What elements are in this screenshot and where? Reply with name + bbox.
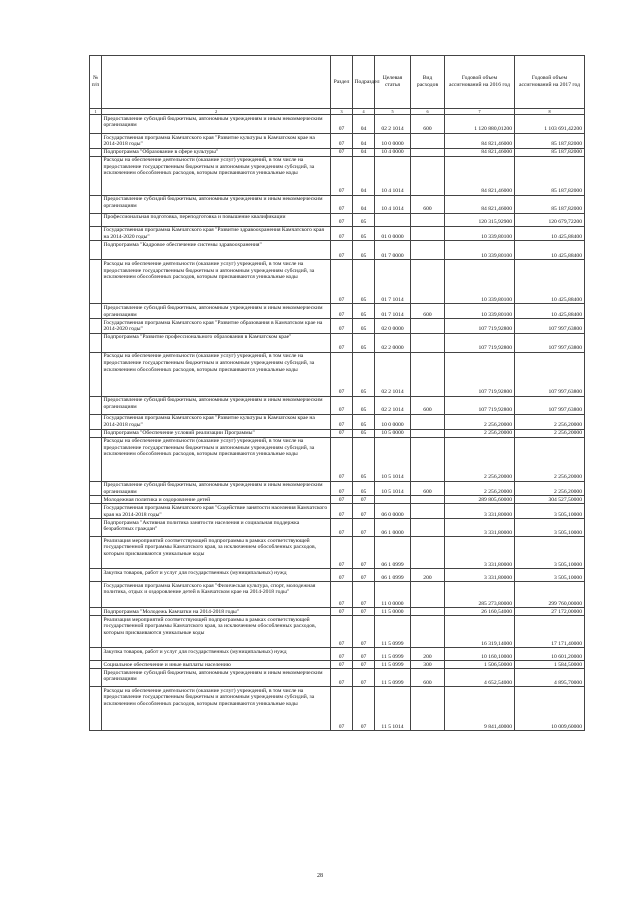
- row-name: Расходы на обеспечение деятельности (оказание услуг) учреждений, в том числе на предоставление государственным бюджетным и автономным учреждениям субсидий, за исключением обособленных расходов, которым присваиваются уникальные коды: [102, 437, 331, 481]
- row-sum-2016: 107 719,92800: [445, 396, 515, 414]
- row-sum-2017: 3 505,10000: [515, 519, 585, 537]
- table-row: [90, 414, 585, 429]
- row-num-cell: [90, 648, 102, 661]
- row-podrazdel: 07: [353, 616, 375, 648]
- row-statya: 02 2 0000: [375, 333, 411, 352]
- row-podrazdel: 07: [353, 537, 375, 569]
- row-num-cell: [90, 156, 102, 195]
- row-sum-2016: 4 652,54000: [445, 669, 515, 687]
- table-row: [90, 437, 585, 481]
- table-row: [90, 195, 585, 213]
- row-razdel: 07: [331, 213, 353, 226]
- row-sum-2017: 107 997,63800: [515, 333, 585, 352]
- row-podrazdel: 04: [353, 148, 375, 156]
- row-name: Закупка товаров, работ и услуг для государственных (муниципальных) нужд: [102, 648, 331, 661]
- row-name: Подпрограмма "Молодежь Камчатки на 2014-2018 годы": [102, 608, 331, 616]
- row-vid: [411, 319, 445, 334]
- row-statya: 06 1 0999: [375, 537, 411, 569]
- header-num: № п/п: [90, 56, 102, 109]
- table-row: [90, 669, 585, 687]
- row-sum-2017: 17 171,40000: [515, 616, 585, 648]
- row-num-cell: [90, 437, 102, 481]
- row-sum-2016: 84 821,46000: [445, 156, 515, 195]
- row-statya: 01 7 1014: [375, 304, 411, 319]
- row-num-cell: [90, 537, 102, 569]
- row-num-cell: [90, 519, 102, 537]
- row-sum-2016: 10 339,80100: [445, 241, 515, 260]
- table-row: [90, 481, 585, 496]
- row-num-cell: [90, 496, 102, 504]
- row-razdel: 07: [331, 496, 353, 504]
- budget-table: [89, 55, 585, 731]
- row-podrazdel: 07: [353, 687, 375, 731]
- row-statya: 10 5 0000: [375, 429, 411, 437]
- column-index: 1: [90, 109, 102, 115]
- row-name: Подпрограмма "Кадровое обеспечение системы здравоохранения": [102, 241, 331, 260]
- column-index: 5: [375, 109, 411, 115]
- row-vid: [411, 616, 445, 648]
- row-vid: [411, 537, 445, 569]
- row-vid: 600: [411, 304, 445, 319]
- row-sum-2017: 2 256,20000: [515, 414, 585, 429]
- row-statya: 10 4 0000: [375, 148, 411, 156]
- row-sum-2017: 3 505,10000: [515, 504, 585, 519]
- row-num-cell: [90, 195, 102, 213]
- table-row: [90, 226, 585, 241]
- row-vid: [411, 134, 445, 149]
- row-sum-2017: 10 425,88400: [515, 304, 585, 319]
- row-num-cell: [90, 319, 102, 334]
- row-name: Предоставление субсидий бюджетным, автономным учреждениям и иным некоммерческим организациям: [102, 195, 331, 213]
- row-sum-2016: 10 160,10000: [445, 648, 515, 661]
- table-row: [90, 661, 585, 669]
- row-statya: 02 2 1014: [375, 115, 411, 134]
- row-sum-2017: 10 425,88400: [515, 241, 585, 260]
- row-sum-2017: 2 256,20000: [515, 481, 585, 496]
- row-razdel: 07: [331, 352, 353, 396]
- row-razdel: 07: [331, 669, 353, 687]
- row-sum-2017: 2 256,20000: [515, 437, 585, 481]
- table-row: [90, 569, 585, 582]
- row-razdel: 07: [331, 537, 353, 569]
- row-statya: [375, 213, 411, 226]
- row-razdel: 07: [331, 156, 353, 195]
- row-sum-2016: 3 331,80000: [445, 519, 515, 537]
- row-sum-2017: 3 505,10000: [515, 569, 585, 582]
- row-razdel: 07: [331, 504, 353, 519]
- row-vid: [411, 241, 445, 260]
- row-num-cell: [90, 304, 102, 319]
- column-index: 4: [353, 109, 375, 115]
- row-razdel: 07: [331, 148, 353, 156]
- row-statya: 01 0 0000: [375, 226, 411, 241]
- row-name: Предоставление субсидий бюджетным, автономным учреждениям и иным некоммерческим организациям: [102, 396, 331, 414]
- row-name: Подпрограмма "Образование в сфере культуры": [102, 148, 331, 156]
- row-podrazdel: 07: [353, 608, 375, 616]
- row-statya: 11 5 0999: [375, 616, 411, 648]
- row-podrazdel: 05: [353, 396, 375, 414]
- row-num-cell: [90, 352, 102, 396]
- row-sum-2016: 26 160,54000: [445, 608, 515, 616]
- row-num-cell: [90, 333, 102, 352]
- row-sum-2016: 289 805,60000: [445, 496, 515, 504]
- row-sum-2016: 3 331,80000: [445, 537, 515, 569]
- row-sum-2017: 85 187,82000: [515, 195, 585, 213]
- row-vid: [411, 519, 445, 537]
- budget-document: [89, 55, 584, 731]
- row-razdel: 07: [331, 661, 353, 669]
- row-statya: 10 4 1014: [375, 195, 411, 213]
- row-sum-2017: 2 256,20000: [515, 429, 585, 437]
- row-razdel: 07: [331, 226, 353, 241]
- row-sum-2017: 107 997,63800: [515, 319, 585, 334]
- row-podrazdel: 07: [353, 504, 375, 519]
- row-sum-2016: 9 841,40000: [445, 687, 515, 731]
- row-podrazdel: 05: [353, 304, 375, 319]
- row-sum-2016: 107 719,92800: [445, 319, 515, 334]
- row-num-cell: [90, 687, 102, 731]
- table-body: [90, 115, 585, 731]
- table-row: [90, 115, 585, 134]
- row-name: Закупка товаров, работ и услуг для государственных (муниципальных) нужд: [102, 569, 331, 582]
- row-num-cell: [90, 608, 102, 616]
- row-razdel: 07: [331, 429, 353, 437]
- table-row: [90, 304, 585, 319]
- row-statya: 10 0 0000: [375, 414, 411, 429]
- row-statya: 02 2 1014: [375, 396, 411, 414]
- row-name: Расходы на обеспечение деятельности (оказание услуг) учреждений, в том числе на предоставление государственным бюджетным и автономным учреждениям субсидий, за исключением обособленных расходов, которым присваиваются уникальные коды: [102, 156, 331, 195]
- table-row: [90, 396, 585, 414]
- row-sum-2017: 120 679,72200: [515, 213, 585, 226]
- row-sum-2017: 107 997,63800: [515, 396, 585, 414]
- row-vid: [411, 352, 445, 396]
- row-vid: [411, 226, 445, 241]
- row-statya: 02 2 1014: [375, 352, 411, 396]
- row-podrazdel: 07: [353, 661, 375, 669]
- row-num-cell: [90, 241, 102, 260]
- row-razdel: 07: [331, 582, 353, 608]
- row-sum-2017: 3 505,10000: [515, 537, 585, 569]
- header-vid: Вид расходов: [411, 56, 445, 109]
- row-name: Предоставление субсидий бюджетным, автономным учреждениям и иным некоммерческим организациям: [102, 481, 331, 496]
- row-statya: 06 0 0000: [375, 504, 411, 519]
- row-num-cell: [90, 148, 102, 156]
- row-num-cell: [90, 616, 102, 648]
- row-num-cell: [90, 396, 102, 414]
- row-statya: 11 5 0999: [375, 669, 411, 687]
- row-razdel: 07: [331, 396, 353, 414]
- row-vid: [411, 213, 445, 226]
- row-vid: 200: [411, 648, 445, 661]
- row-vid: [411, 429, 445, 437]
- table-row: [90, 582, 585, 608]
- row-num-cell: [90, 429, 102, 437]
- row-sum-2017: 10 425,88400: [515, 260, 585, 304]
- column-index: 3: [331, 109, 353, 115]
- row-podrazdel: 07: [353, 582, 375, 608]
- row-vid: [411, 260, 445, 304]
- row-podrazdel: 05: [353, 213, 375, 226]
- row-podrazdel: 05: [353, 226, 375, 241]
- table-row: [90, 156, 585, 195]
- row-razdel: 07: [331, 481, 353, 496]
- row-sum-2016: 84 821,46000: [445, 148, 515, 156]
- row-podrazdel: 05: [353, 260, 375, 304]
- row-sum-2017: 27 172,00000: [515, 608, 585, 616]
- row-vid: [411, 582, 445, 608]
- row-name: Расходы на обеспечение деятельности (оказание услуг) учреждений, в том числе на предоставление государственным бюджетным и автономным учреждениям субсидий, за исключением обособленных расходов, которым присваиваются уникальные коды: [102, 260, 331, 304]
- row-name: Предоставление субсидий бюджетным, автономным учреждениям и иным некоммерческим организациям: [102, 115, 331, 134]
- row-statya: 11 0 0000: [375, 582, 411, 608]
- row-vid: [411, 414, 445, 429]
- row-podrazdel: 04: [353, 134, 375, 149]
- row-podrazdel: 05: [353, 241, 375, 260]
- row-vid: [411, 496, 445, 504]
- row-statya: 10 5 1014: [375, 437, 411, 481]
- row-sum-2016: 84 821,46000: [445, 134, 515, 149]
- table-row: [90, 148, 585, 156]
- row-sum-2017: 1 584,50000: [515, 661, 585, 669]
- row-podrazdel: 07: [353, 648, 375, 661]
- table-row: [90, 537, 585, 569]
- row-sum-2016: 3 331,80000: [445, 504, 515, 519]
- table-row: [90, 333, 585, 352]
- row-sum-2016: 10 339,80100: [445, 260, 515, 304]
- row-num-cell: [90, 504, 102, 519]
- row-num-cell: [90, 661, 102, 669]
- row-sum-2017: 85 187,82000: [515, 148, 585, 156]
- row-sum-2016: 2 256,20000: [445, 414, 515, 429]
- row-vid: [411, 333, 445, 352]
- row-sum-2017: 10 601,20000: [515, 648, 585, 661]
- row-razdel: 07: [331, 195, 353, 213]
- row-statya: 10 0 0000: [375, 134, 411, 149]
- row-razdel: 07: [331, 414, 353, 429]
- row-name: Реализация мероприятий соответствующей подпрограммы в рамках соответствующей государственной программы Камчатского края, за исключением обособленных расходов, которым присваиваются уникальные коды: [102, 537, 331, 569]
- row-vid: 200: [411, 569, 445, 582]
- row-vid: [411, 156, 445, 195]
- row-podrazdel: 05: [353, 429, 375, 437]
- column-index: 7: [445, 109, 515, 115]
- row-sum-2016: 120 315,92900: [445, 213, 515, 226]
- row-name: Социальное обеспечение и иные выплаты населению: [102, 661, 331, 669]
- row-name: Государственная программа Камчатского края "Развитие образования в Камчатском крае на 2014-2020 годы": [102, 319, 331, 334]
- row-sum-2016: 10 339,80100: [445, 304, 515, 319]
- column-index: 8: [515, 109, 585, 115]
- row-podrazdel: 07: [353, 519, 375, 537]
- row-num-cell: [90, 213, 102, 226]
- row-podrazdel: 05: [353, 333, 375, 352]
- row-sum-2017: 10 425,88400: [515, 226, 585, 241]
- row-sum-2016: 1 506,50000: [445, 661, 515, 669]
- row-razdel: 07: [331, 616, 353, 648]
- header-razdel: Раздел: [331, 56, 353, 109]
- row-vid: 600: [411, 115, 445, 134]
- row-statya: 01 7 1014: [375, 260, 411, 304]
- table-header-row: [90, 56, 585, 109]
- row-name: Подпрограмма "Обеспечение условий реализации Программы": [102, 429, 331, 437]
- row-sum-2016: 16 319,14000: [445, 616, 515, 648]
- row-podrazdel: 05: [353, 352, 375, 396]
- table-row: [90, 687, 585, 731]
- row-sum-2016: 107 719,92800: [445, 333, 515, 352]
- row-razdel: 07: [331, 437, 353, 481]
- table-row: [90, 616, 585, 648]
- row-sum-2016: 84 821,46000: [445, 195, 515, 213]
- row-podrazdel: 04: [353, 115, 375, 134]
- row-vid: [411, 687, 445, 731]
- row-name: Предоставление субсидий бюджетным, автономным учреждениям и иным некоммерческим организациям: [102, 304, 331, 319]
- row-statya: 11 5 0999: [375, 661, 411, 669]
- row-num-cell: [90, 115, 102, 134]
- row-sum-2017: 299 760,00000: [515, 582, 585, 608]
- row-podrazdel: 07: [353, 669, 375, 687]
- row-sum-2017: 304 527,50000: [515, 496, 585, 504]
- row-name: Предоставление субсидий бюджетным, автономным учреждениям и иным некоммерческим организациям: [102, 669, 331, 687]
- row-razdel: 07: [331, 569, 353, 582]
- table-row: [90, 608, 585, 616]
- row-razdel: 07: [331, 648, 353, 661]
- column-index: 2: [102, 109, 331, 115]
- row-sum-2016: 3 331,80000: [445, 569, 515, 582]
- row-podrazdel: 04: [353, 156, 375, 195]
- row-num-cell: [90, 569, 102, 582]
- row-sum-2016: 285 273,80000: [445, 582, 515, 608]
- row-sum-2016: 10 339,80100: [445, 226, 515, 241]
- table-row: [90, 241, 585, 260]
- row-name: Государственная программа Камчатского края "Развитие здравоохранения Камчатского края на 2014-2020 годы": [102, 226, 331, 241]
- row-name: Государственная программа Камчатского края "Содействие занятости населения Камчатского края на 2014-2018 годы": [102, 504, 331, 519]
- row-vid: [411, 148, 445, 156]
- row-vid: 600: [411, 481, 445, 496]
- row-name: Подпрограмма "Развитие профессионального образования в Камчатском крае": [102, 333, 331, 352]
- row-sum-2016: 2 256,20000: [445, 437, 515, 481]
- table-row: [90, 319, 585, 334]
- row-statya: 10 4 1014: [375, 156, 411, 195]
- table-row: [90, 352, 585, 396]
- row-sum-2017: 1 103 691,42200: [515, 115, 585, 134]
- table-row: [90, 519, 585, 537]
- row-statya: 11 5 1014: [375, 687, 411, 731]
- row-razdel: 07: [331, 260, 353, 304]
- row-name: Государственная программа Камчатского края "Физическая культура, спорт, молодежная политика, отдых и оздоровление детей в Камчатском крае на 2014-2018 годы": [102, 582, 331, 608]
- row-statya: 01 7 0000: [375, 241, 411, 260]
- row-num-cell: [90, 481, 102, 496]
- row-statya: [375, 496, 411, 504]
- row-sum-2016: 1 120 880,01200: [445, 115, 515, 134]
- row-podrazdel: 04: [353, 195, 375, 213]
- row-sum-2017: 4 895,70000: [515, 669, 585, 687]
- row-sum-2016: 2 256,20000: [445, 429, 515, 437]
- row-statya: 02 0 0000: [375, 319, 411, 334]
- row-name: Расходы на обеспечение деятельности (оказание услуг) учреждений, в том числе на предоставление государственным бюджетным и автономным учреждениям субсидий, за исключением обособленных расходов, которым присваиваются уникальные коды: [102, 352, 331, 396]
- row-vid: 600: [411, 669, 445, 687]
- row-name: Расходы на обеспечение деятельности (оказание услуг) учреждений, в том числе на предоставление государственным бюджетным и автономным учреждениям субсидий, за исключением обособленных расходов, которым присваиваются уникальные коды: [102, 687, 331, 731]
- header-podrazdel: Подраздел: [353, 56, 375, 109]
- header-statya: Целевая статья: [375, 56, 411, 109]
- row-name: Подпрограмма "Активная политика занятости населения и социальная поддержка безработных граждан": [102, 519, 331, 537]
- row-num-cell: [90, 134, 102, 149]
- row-razdel: 07: [331, 304, 353, 319]
- row-vid: [411, 437, 445, 481]
- row-name: Профессиональная подготовка, переподготовка и повышение квалификации: [102, 213, 331, 226]
- row-podrazdel: 05: [353, 414, 375, 429]
- row-vid: 300: [411, 661, 445, 669]
- row-statya: 10 5 1014: [375, 481, 411, 496]
- table-row: [90, 429, 585, 437]
- row-num-cell: [90, 260, 102, 304]
- table-row: [90, 134, 585, 149]
- row-num-cell: [90, 582, 102, 608]
- row-razdel: 07: [331, 115, 353, 134]
- row-podrazdel: 05: [353, 437, 375, 481]
- row-razdel: 07: [331, 333, 353, 352]
- row-statya: 11 5 0999: [375, 648, 411, 661]
- row-statya: 06 1 0000: [375, 519, 411, 537]
- row-razdel: 07: [331, 134, 353, 149]
- header-sum-2016: Годовой объем ассигнований на 2016 год: [445, 56, 515, 109]
- table-row: [90, 260, 585, 304]
- row-statya: 06 1 0999: [375, 569, 411, 582]
- row-razdel: 07: [331, 687, 353, 731]
- row-podrazdel: 05: [353, 481, 375, 496]
- page-number: 28: [317, 873, 323, 879]
- row-razdel: 07: [331, 519, 353, 537]
- row-razdel: 07: [331, 608, 353, 616]
- row-num-cell: [90, 226, 102, 241]
- row-vid: [411, 504, 445, 519]
- row-razdel: 07: [331, 241, 353, 260]
- table-row: [90, 496, 585, 504]
- row-sum-2016: 2 256,20000: [445, 481, 515, 496]
- row-name: Государственная программа Камчатского края "Развитие культуры в Камчатском крае на 2014-2018 годы": [102, 134, 331, 149]
- row-name: Молодежная политика и оздоровление детей: [102, 496, 331, 504]
- table-row: [90, 648, 585, 661]
- row-name: Государственная программа Камчатского края "Развитие культуры в Камчатском крае на 2014-2018 годы": [102, 414, 331, 429]
- table-row: [90, 213, 585, 226]
- row-podrazdel: 07: [353, 496, 375, 504]
- column-index: 6: [411, 109, 445, 115]
- row-sum-2017: 85 187,82000: [515, 156, 585, 195]
- row-num-cell: [90, 669, 102, 687]
- row-podrazdel: 07: [353, 569, 375, 582]
- row-statya: 11 5 0000: [375, 608, 411, 616]
- row-razdel: 07: [331, 319, 353, 334]
- header-name: [102, 56, 331, 109]
- row-sum-2017: 85 187,82000: [515, 134, 585, 149]
- table-row: [90, 504, 585, 519]
- row-podrazdel: 05: [353, 319, 375, 334]
- header-sum-2017: Годовой объем ассигнований на 2017 год: [515, 56, 585, 109]
- row-vid: 600: [411, 195, 445, 213]
- row-vid: [411, 608, 445, 616]
- row-num-cell: [90, 414, 102, 429]
- row-sum-2016: 107 719,92800: [445, 352, 515, 396]
- row-name: Реализация мероприятий соответствующей подпрограммы в рамках соответствующей государственной программы Камчатского края, за исключением обособленных расходов, которым присваиваются уникальные коды: [102, 616, 331, 648]
- row-sum-2017: 10 009,60000: [515, 687, 585, 731]
- row-vid: 600: [411, 396, 445, 414]
- row-sum-2017: 107 997,63800: [515, 352, 585, 396]
